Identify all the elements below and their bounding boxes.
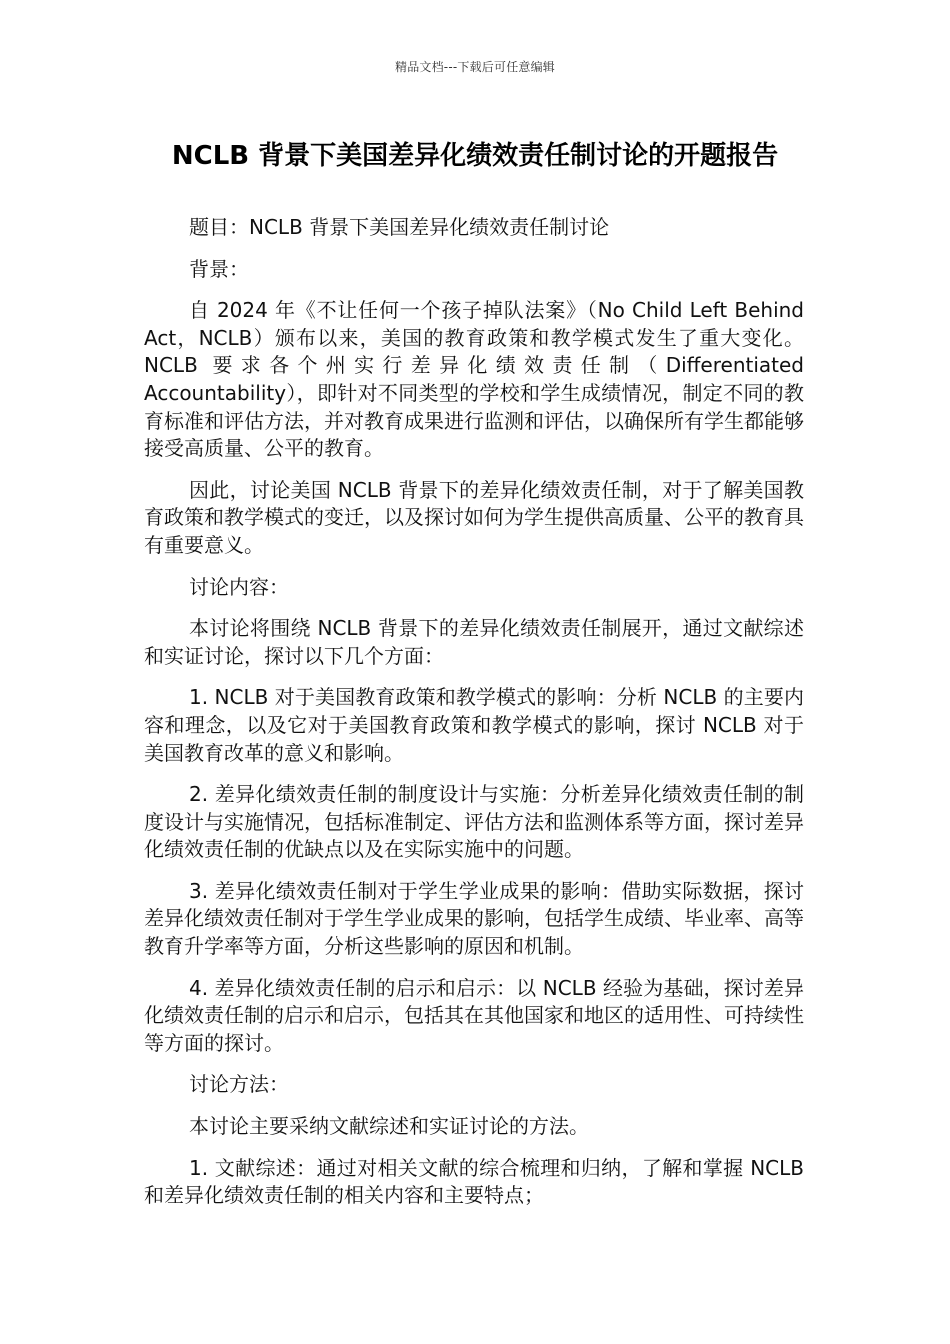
content-item-3: 3. 差异化绩效责任制对于学生学业成果的影响：借助实际数据，探讨差异化绩效责任制对于学生学业成果的影响，包括学生成绩、毕业率、高等教育升学率等方面，分析这些影响的原因和机制。 [144,878,804,959]
document-body [144,214,804,1224]
method-item-1: 1. 文献综述：通过对相关文献的综合梳理和归纳，了解和掌握 NCLB 和差异化绩效责任制的相关内容和主要特点； [144,1155,804,1208]
content-item-2: 2. 差异化绩效责任制的制度设计与实施：分析差异化绩效责任制的制度设计与实施情况，包括标准制定、评估方法和监测体系等方面，探讨差异化绩效责任制的优缺点以及在实际实施中的问题。 [144,782,804,862]
content-intro-paragraph: 本讨论将围绕 NCLB 背景下的差异化绩效责任制展开，通过文献综述和实证讨论，探讨以下几个方面： [144,616,804,668]
topic-line: 题目：NCLB 背景下美国差异化绩效责任制讨论 [189,215,610,239]
header-note: 精品文档---下载后可任意编辑 [395,60,555,74]
content-item-1: 1. NCLB 对于美国教育政策和教学模式的影响：分析 NCLB 的主要内容和理念，以及它对于美国教育政策和教学模式的影响，探讨 NCLB 对于美国教育改革的意义和影响。 [144,685,804,765]
section-heading-content: 讨论内容： [189,574,289,599]
significance-paragraph: 因此，讨论美国 NCLB 背景下的差异化绩效责任制，对于了解美国教育政策和教学模式的变迁，以及探讨如何为学生提供高质量、公平的教育具有重要意义。 [144,477,804,557]
section-heading-background: 背景： [189,256,249,281]
document-title: NCLB 背景下美国差异化绩效责任制讨论的开题报告 [171,141,779,171]
content-item-4: 4. 差异化绩效责任制的启示和启示：以 NCLB 经验为基础，探讨差异化绩效责任制的启示和启示，包括其在其他国家和地区的适用性、可持续性等方面的探讨。 [144,975,804,1055]
method-intro-paragraph: 本讨论主要采纳文献综述和实证讨论的方法。 [189,1114,589,1139]
background-paragraph: 自 2024 年《不让任何一个孩子掉队法案》（No Child Left Behind Act，NCLB）颁布以来，美国的教育政策和教学模式发生了重大变化。NCLB 要求各个州实行差异化绩效责任制（Differentiated Accountability），即针对不同类型的学校和学生成绩情况，制定不同的教育标准和评估方法，并对教育成果进行监测和评估，以确保所有学生都能够接受高质量、公平的教育。 [144,298,804,461]
section-heading-method: 讨论方法： [189,1072,289,1097]
